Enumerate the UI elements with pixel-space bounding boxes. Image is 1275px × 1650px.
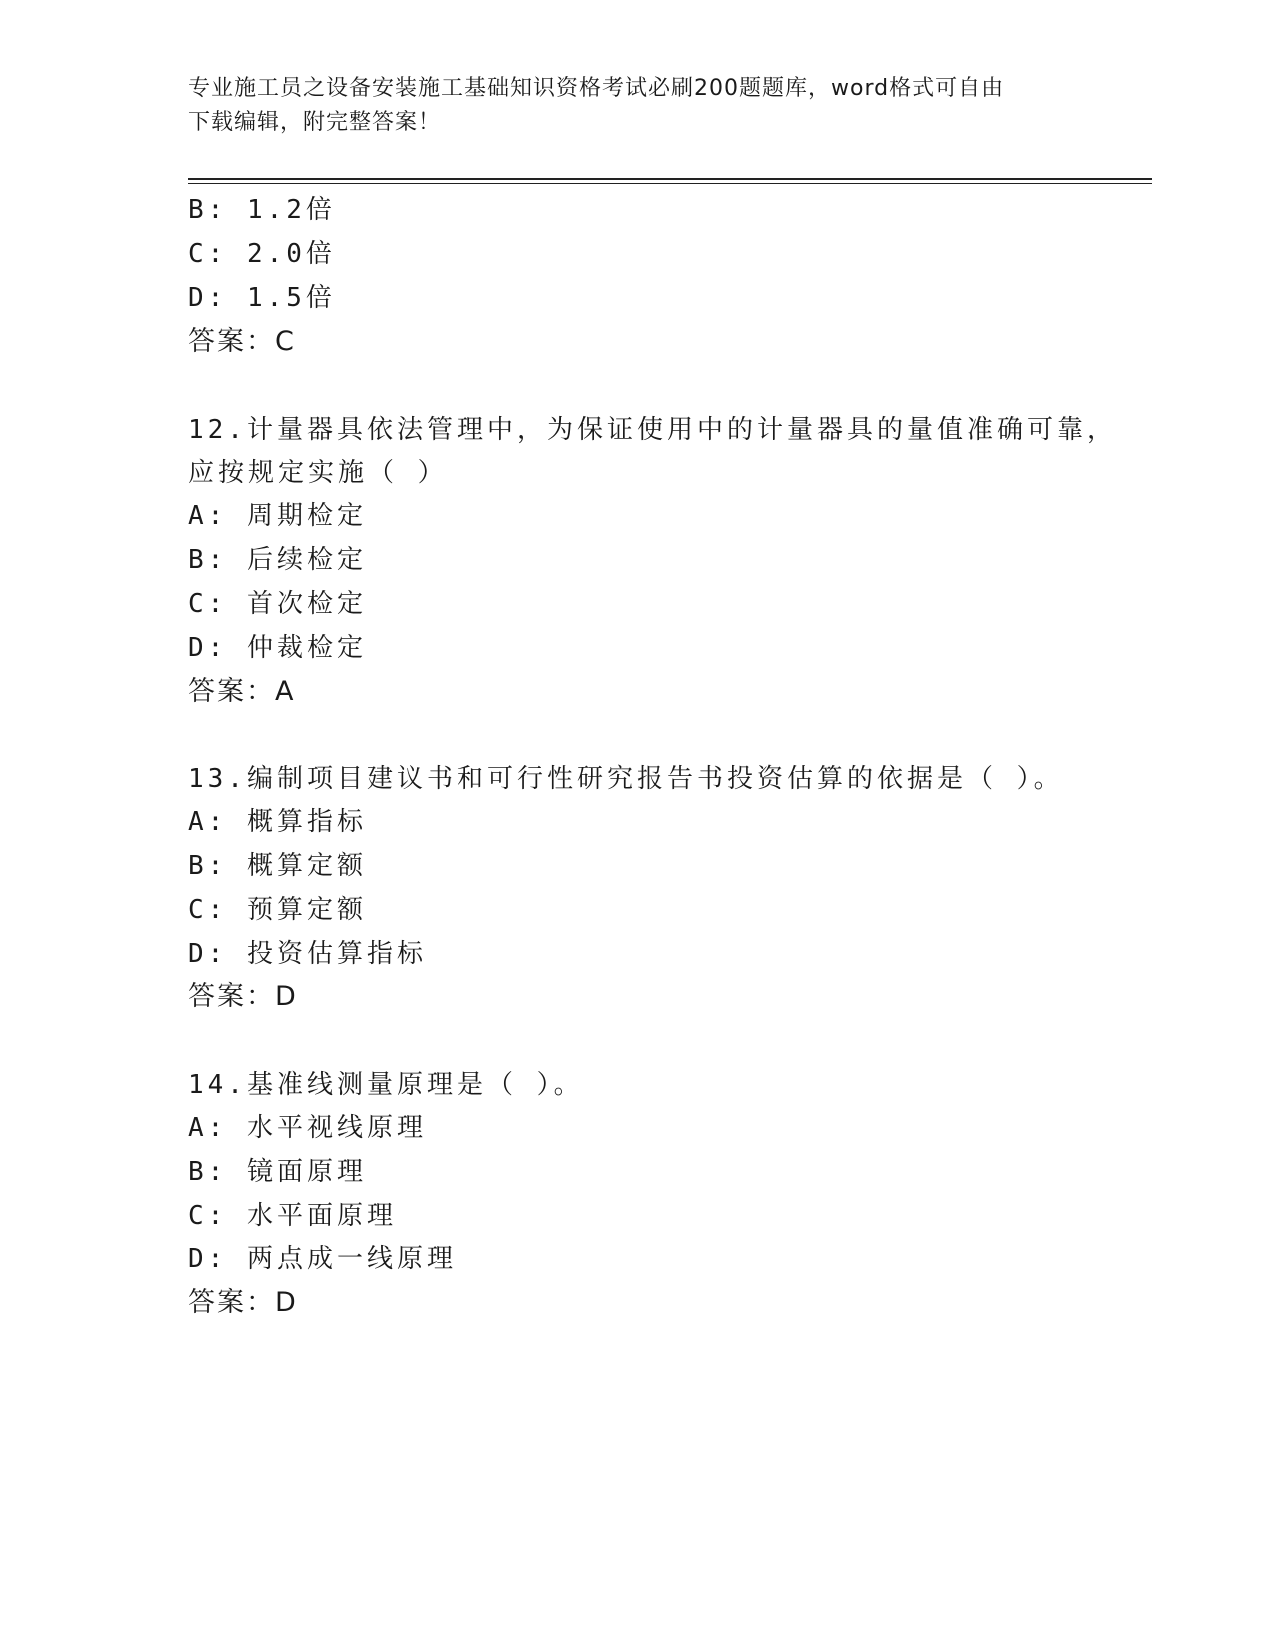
header-divider-thin [188,183,1152,184]
q13-option-d: D: 投资估算指标 [188,939,427,969]
q14-option-b: B: 镜面原理 [188,1157,367,1187]
q12-stem-line-1: 12.计量器具依法管理中，为保证使用中的计量器具的量值准确可靠， [188,415,1117,445]
q12-stem-line-2: 应按规定实施（ ） [188,458,448,488]
q13-option-b: B: 概算定额 [188,851,367,881]
q11-option-b: B: 1.2倍 [188,195,336,225]
q11-option-d: D: 1.5倍 [188,283,336,313]
document-header [188,72,1068,140]
q14-answer: 答案：D [188,1287,298,1318]
q13-stem: 13.编制项目建议书和可行性研究报告书投资估算的依据是（ ）。 [188,764,1064,794]
q12-answer: 答案：A [188,676,296,707]
q13-option-c: C: 预算定额 [188,895,367,925]
q12-option-d: D: 仲裁检定 [188,633,367,663]
q14-stem: 14.基准线测量原理是（ ）。 [188,1070,584,1100]
q14-option-c: C: 水平面原理 [188,1201,397,1231]
q14-option-d: D: 两点成一线原理 [188,1244,457,1274]
header-line-2: 下载编辑，附完整答案！ [188,110,442,135]
q13-answer: 答案：D [188,981,298,1012]
q12-option-c: C: 首次检定 [188,589,367,619]
header-divider-thick [188,178,1152,180]
header-line-1: 专业施工员之设备安装施工基础知识资格考试必刷200题题库，word格式可自由 [188,76,1005,101]
q14-option-a: A: 水平视线原理 [188,1113,427,1143]
q13-option-a: A: 概算指标 [188,807,367,837]
q12-option-a: A: 周期检定 [188,501,367,531]
q11-option-c: C: 2.0倍 [188,239,336,269]
q12-option-b: B: 后续检定 [188,545,367,575]
q11-answer: 答案：C [188,326,296,357]
